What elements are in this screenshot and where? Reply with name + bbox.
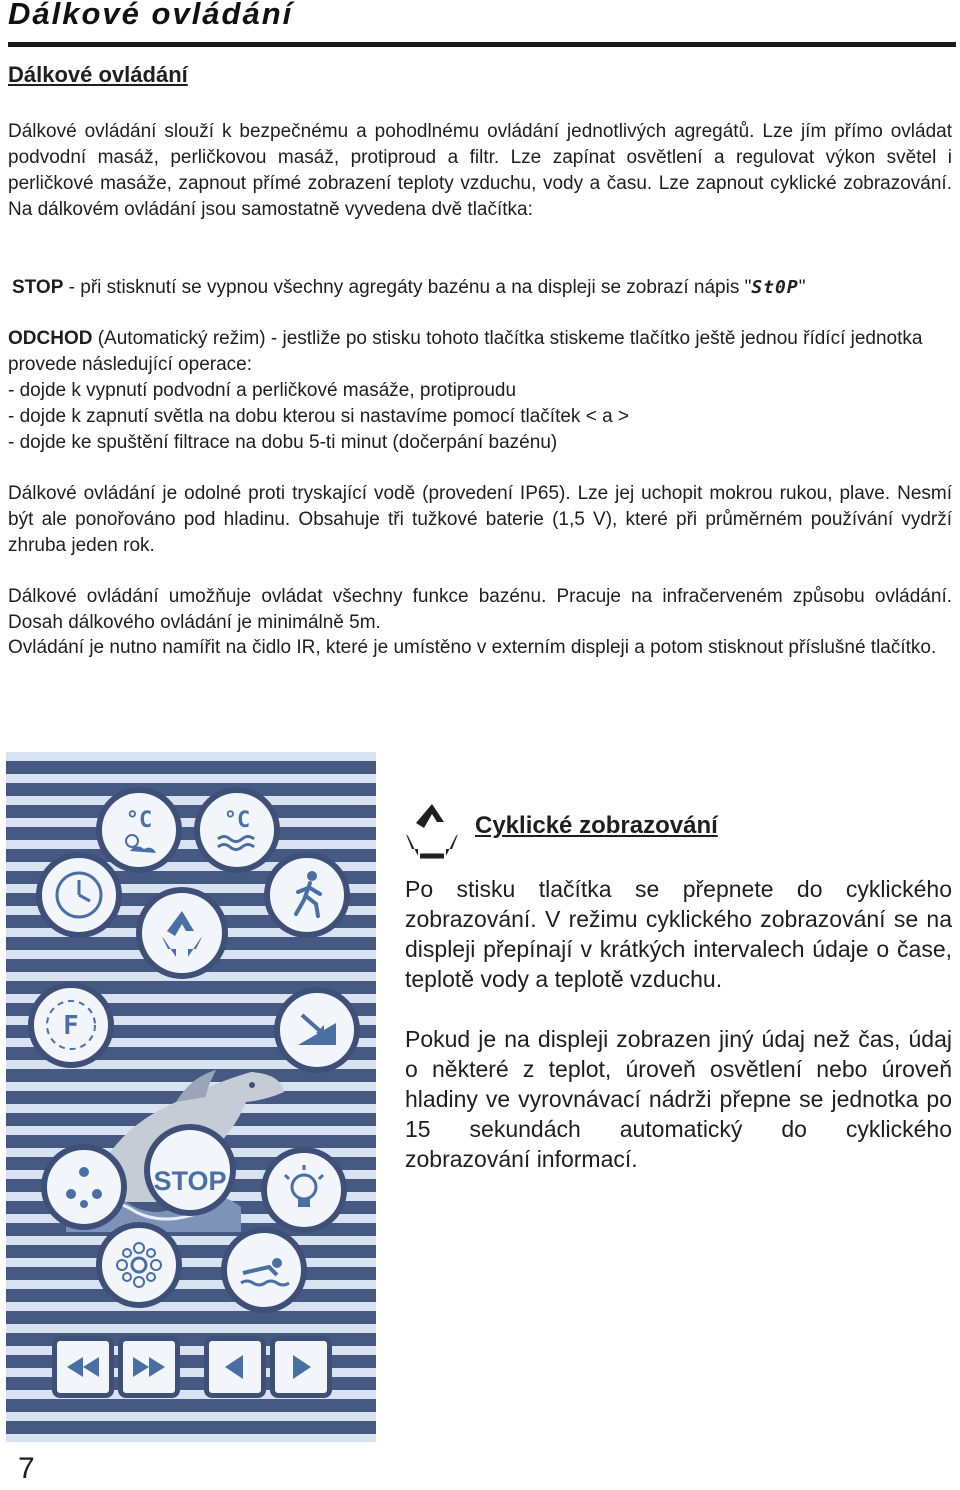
double-arrow-right-icon <box>123 1341 175 1393</box>
page-header-title: Dálkové ovládání <box>8 0 294 31</box>
svg-text:°C: °C <box>125 808 153 833</box>
swimmer-icon <box>227 1233 301 1307</box>
stripe <box>6 1324 376 1333</box>
fast-rewind-button[interactable] <box>52 1336 114 1398</box>
stripe <box>6 1280 376 1289</box>
underwater-massage-button[interactable] <box>41 1144 127 1230</box>
odchod-button[interactable] <box>264 852 350 938</box>
clock-icon <box>42 858 116 932</box>
stripe <box>6 1302 376 1311</box>
svg-text:F: F <box>63 1011 79 1041</box>
air-temperature-icon <box>102 793 176 867</box>
stripe <box>6 796 376 805</box>
light-button[interactable] <box>261 1147 347 1233</box>
section-title: Dálkové ovládání <box>8 62 188 87</box>
stripe <box>6 1434 376 1442</box>
cyclic-paragraph-2: Pokud je na displeji zobrazen jiný údaj než čas, údaj o některé z teplot, úroveň osvětlení nebo úroveň hladiny ve vyrovnávací nádrži přepne se jednotka po 15 sekundách automatický do cyklického zobrazování informací. <box>405 1026 952 1172</box>
stripe <box>6 752 376 761</box>
light-bulb-icon <box>267 1153 341 1227</box>
odchod-description <box>8 326 952 378</box>
odchod-item: - dojde k zapnutí světla na dobu kterou si nastavíme pomocí tlačítek < a > <box>8 406 630 427</box>
water-temperature-button[interactable] <box>194 787 280 873</box>
arrow-left-icon <box>209 1341 261 1393</box>
recycle-icon <box>142 893 222 973</box>
cyclic-display-title: Cyklické zobrazování <box>475 812 718 839</box>
stripe <box>6 818 376 827</box>
filter-icon <box>34 988 108 1062</box>
recycle-icon <box>402 800 462 860</box>
stop-description <box>12 275 805 301</box>
remote-control-illustration <box>6 752 376 1442</box>
increase-button[interactable] <box>270 1336 332 1398</box>
svg-text:°C: °C <box>223 808 251 833</box>
intro-paragraph: Dálkové ovládání slouží k bezpečnému a pohodlnému ovládání jednotlivých agregátů. Lze jím přímo ovládat podvodní masáž, perličkovou masáž, protiproud a filtr. Lze zapínat osvětlení a regulovat výkon světel i perličkové masáže, zapnout přímé zobrazení teploty vzduchu, vody a času. Lze zapnout cyklické zobrazování. Na dálkovém ovládání jsou samostatně vyvedena dvě tlačítka: <box>8 121 952 220</box>
stripe <box>6 774 376 783</box>
swim-button[interactable] <box>221 1227 307 1313</box>
fast-forward-button[interactable] <box>118 1336 180 1398</box>
stripe <box>6 1258 376 1267</box>
stripe <box>6 1412 376 1421</box>
bubbles-icon <box>102 1228 176 1302</box>
odchod-item: - dojde ke spuštění filtrace na dobu 5-ti minut (dočerpání bazénu) <box>8 432 558 453</box>
odchod-item: - dojde k vypnutí podvodní a perličkové masáže, protiproudu <box>8 380 517 401</box>
page-number: 7 <box>18 1452 35 1485</box>
stop-text: - při stisknutí se vypnou všechny agregáty bazénu a na displeji se zobrazí nápis " <box>63 277 752 298</box>
stripe <box>6 1236 376 1245</box>
stripe <box>6 840 376 849</box>
cyclic-display-button[interactable] <box>136 887 228 979</box>
cyclic-paragraph-1: Po stisku tlačítka se přepnete do cyklického zobrazování. V režimu cyklického zobrazování se na displeji přepínají v krátkých intervalech údaje o čase, teplotě vody a teplotě vzduchu. <box>405 876 952 992</box>
decrease-button[interactable] <box>204 1336 266 1398</box>
clock-button[interactable] <box>36 852 122 938</box>
stop-display-text: St0P <box>751 277 799 298</box>
water-temperature-icon <box>200 793 274 867</box>
bubble-massage-button[interactable] <box>96 1222 182 1308</box>
arrow-right-icon <box>275 1341 327 1393</box>
odchod-text: (Automatický režim) - jestliže po stisku tohoto tlačítka stiskeme tlačítko ještě jednou řídící jednotka provede následující operace: <box>8 328 923 375</box>
stop-button[interactable] <box>144 1124 236 1216</box>
odchod-label: ODCHOD <box>8 328 93 349</box>
stop-label: STOP <box>12 277 64 298</box>
resistance-paragraph: Dálkové ovládání je odolné proti tryskající vodě (provedení IP65). Lze jej uchopit mokrou rukou, plave. Nesmí být ale ponořováno pod hladinu. Obsahuje tři tužkové baterie (1,5 V), které při průměrném používání vydrží zhruba jeden rok. <box>8 483 952 556</box>
double-arrow-left-icon <box>57 1341 109 1393</box>
pointing-paragraph: Ovládání je nutno namířit na čidlo IR, které je umístěno v externím displeji a potom stisknout příslušné tlačítko. <box>8 637 937 658</box>
stop-suffix: " <box>798 277 806 298</box>
massage-jet-icon <box>47 1150 121 1224</box>
walking-person-icon <box>270 858 344 932</box>
function-paragraph: Dálkové ovládání umožňuje ovládat všechny funkce bazénu. Pracuje na infračerveném způsobu ovládání. Dosah dálkového ovládání je minimálně 5m. <box>8 586 952 633</box>
header-rule <box>8 42 956 47</box>
stop-button-label: STOP <box>153 1166 227 1196</box>
